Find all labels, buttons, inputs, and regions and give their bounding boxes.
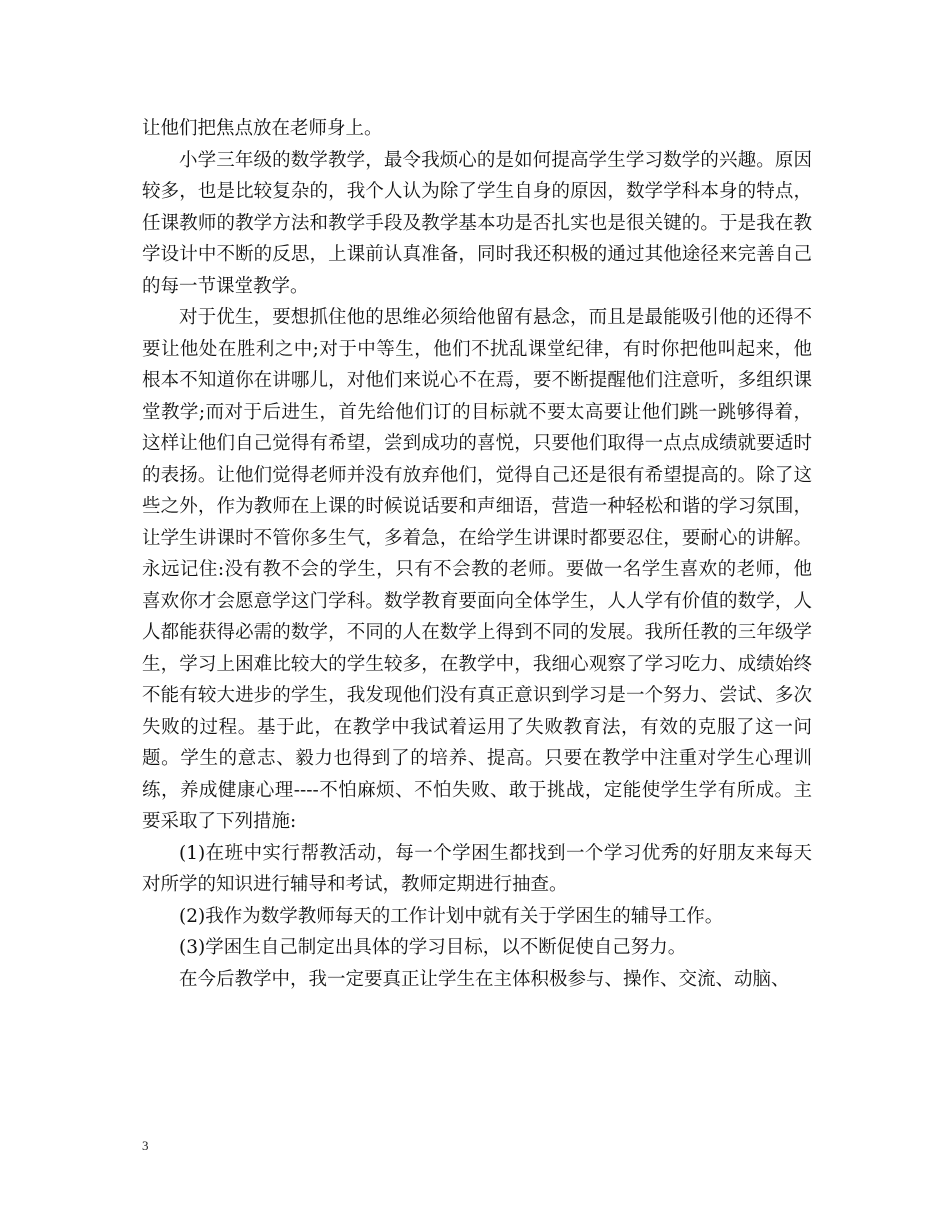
list-item-1: (1)在班中实行帮教活动，每一个学困生都找到一个学习优秀的好朋友来每天对所学的知识进行辅导和考试，教师定期进行抽查。 [142, 842, 812, 895]
paragraph-2: 小学三年级的数学教学，最令我烦心的是如何提高学生学习数学的兴趣。原因较多，也是比较复杂的，我个人认为除了学生自身的原因，数学学科本身的特点，任课教师的教学方法和教学手段及教学基本功是否扎实也是很关键的。于是我在教学设计中不断的反思，上课前认真准备，同时我还积极的通过其他途径来完善自己的每一节课堂教学。 [142, 149, 812, 297]
page-number: 3 [142, 1138, 149, 1153]
paragraph-4: 在今后教学中，我一定要真正让学生在主体积极参与、操作、交流、动脑、 [179, 968, 790, 990]
paragraph-1: 让他们把焦点放在老师身上。 [142, 118, 383, 139]
list-item-2: (2)我作为数学教师每天的工作计划中就有关于学困生的辅导工作。 [179, 905, 724, 927]
paragraph-3: 对于优生，要想抓住他的思维必须给他留有悬念，而且是最能吸引他的还得不要让他处在胜利之中;对于中等生，他们不扰乱课堂纪律，有时你把他叫起来，他根本不知道你在讲哪儿，对他们来说心不在焉，要不断提醒他们注意听，多组织课堂教学;而对于后进生，首先给他们订的目标就不要太高要让他们跳一跳够得着，这样让他们自己觉得有希望，尝到成功的喜悦，只要他们取得一点点成绩就要适时的表扬。让他们觉得老师并没有放弃他们，觉得自己还是很有希望提高的。除了这些之外，作为教师在上课的时候说话要和声细语，营造一种轻松和谐的学习氛围，让学生讲课时不管你多生气，多着急，在给学生讲课时都要忍住，要耐心的讲解。永远记住:没有教不会的学生，只有不会教的老师。要做一名学生喜欢的老师，他喜欢你才会愿意学这门学科。数学教育要面向全体学生，人人学有价值的数学，人人都能获得必需的数学，不同的人在数学上得到不同的发展。我所任教的三年级学生，学习上困难比较大的学生较多，在教学中，我细心观察了学习吃力、成绩始终不能有较大进步的学生，我发现他们没有真正意识到学习是一个努力、尝试、多次失败的过程。基于此，在教学中我试着运用了失败教育法，有效的克服了这一问题。学生的意志、毅力也得到了的培养、提高。只要在教学中注重对学生心理训练，养成健康心理----不怕麻烦、不怕失败、敢于挑战，定能使学生学有所成。主要采取了下列措施: [142, 307, 812, 832]
list-item-3: (3)学困生自己制定出具体的学习目标，以不断促使自己努力。 [179, 937, 687, 958]
document-body [142, 113, 812, 995]
